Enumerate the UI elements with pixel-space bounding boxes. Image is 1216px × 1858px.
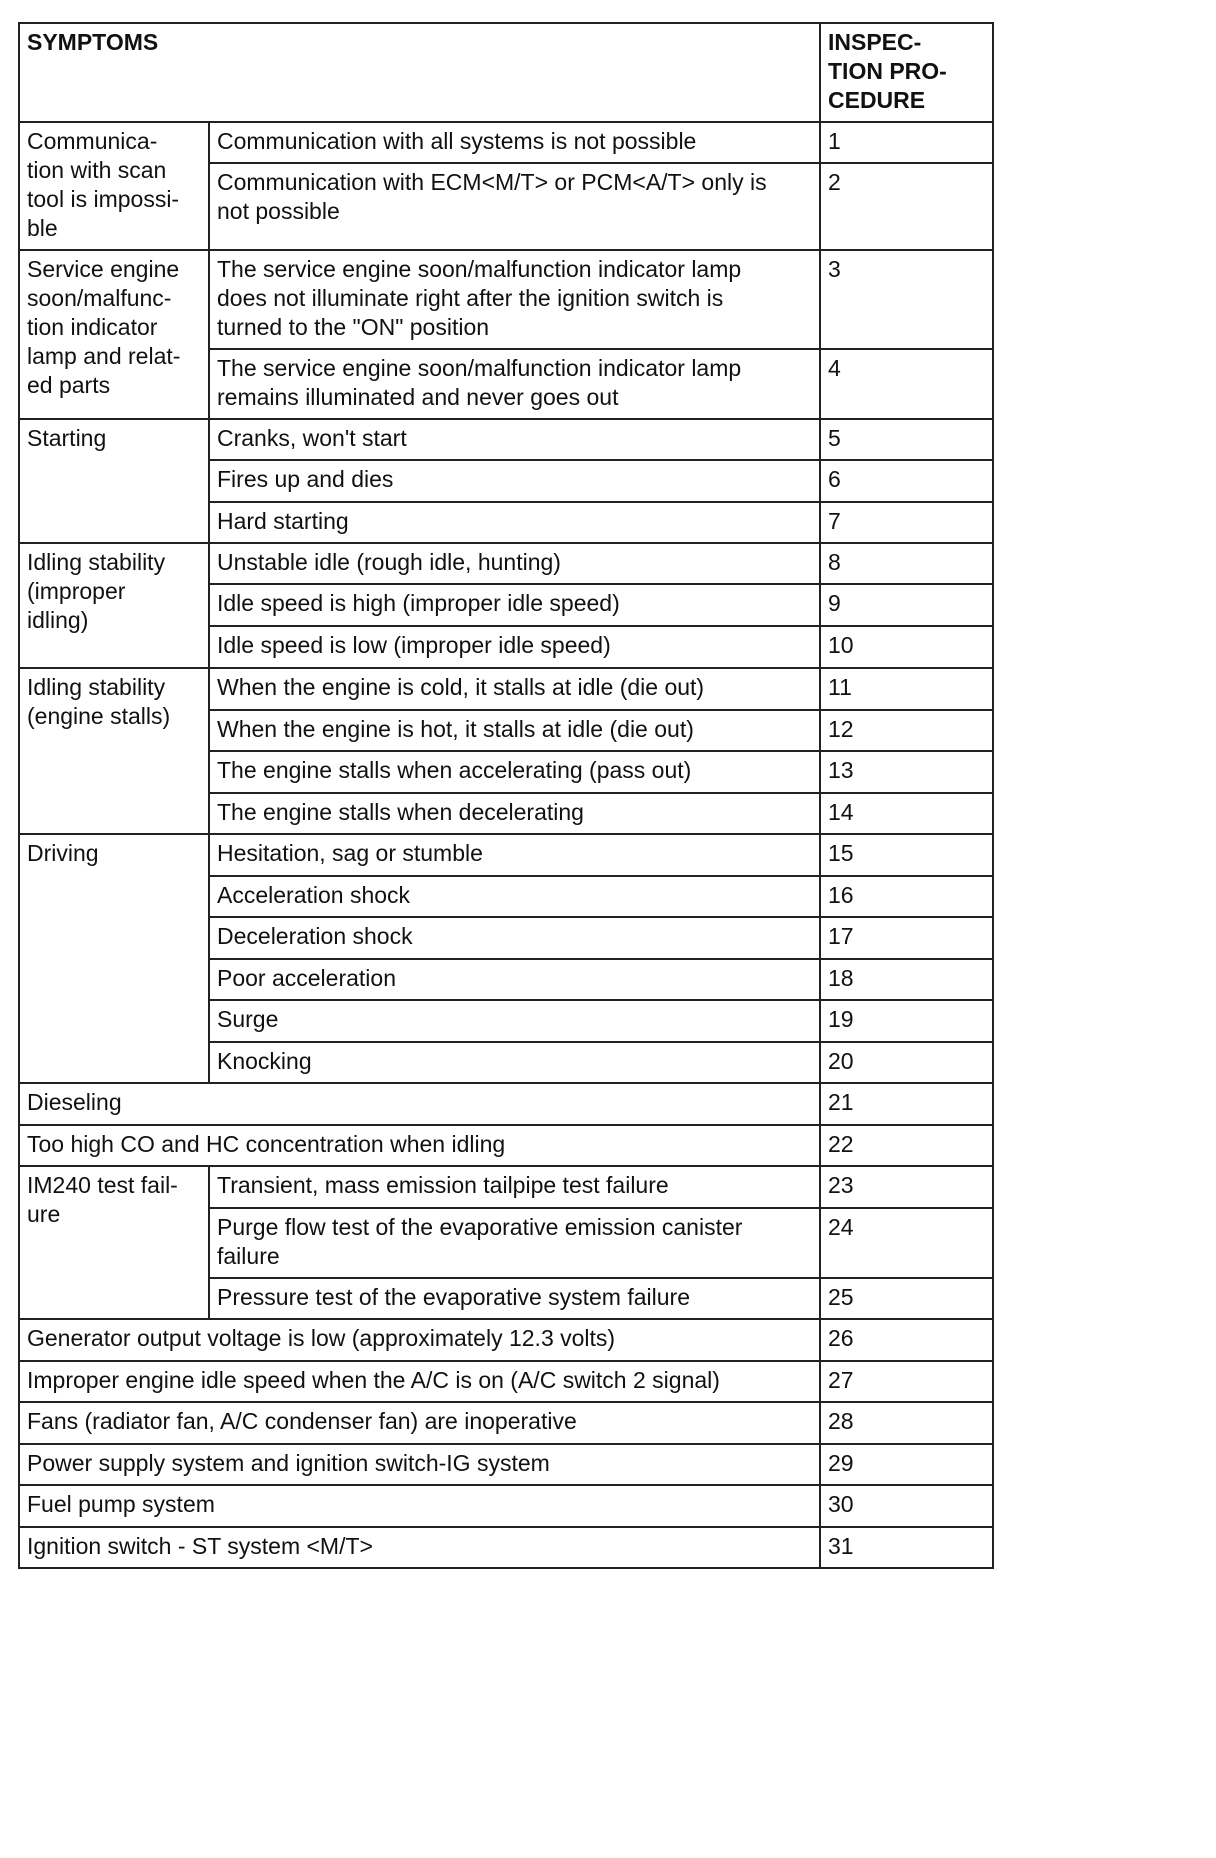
symptom-text: Improper engine idle speed when the A/C is on (A/C switch 2 signal) [19, 1361, 820, 1402]
procedure-number: 20 [820, 1042, 993, 1083]
symptom-detail: Knocking [209, 1042, 820, 1083]
procedure-header [820, 23, 993, 122]
procedure-number: 27 [820, 1361, 993, 1402]
procedure-number: 15 [820, 834, 993, 876]
symptom-detail: Hard starting [209, 502, 820, 543]
table-row [19, 1402, 993, 1444]
table-body [19, 122, 993, 1568]
procedure-number: 13 [820, 751, 993, 793]
table-row [19, 1485, 993, 1527]
procedure-number: 10 [820, 626, 993, 668]
table-row [19, 1444, 993, 1485]
symptom-detail: Cranks, won't start [209, 419, 820, 460]
symptom-detail: Surge [209, 1000, 820, 1042]
symptom-detail: Hesitation, sag or stumble [209, 834, 820, 876]
symptom-detail: Transient, mass emission tailpipe test failure [209, 1166, 820, 1208]
procedure-number: 24 [820, 1208, 993, 1278]
symptom-detail: Fires up and dies [209, 460, 820, 502]
procedure-number: 30 [820, 1485, 993, 1527]
procedure-number: 26 [820, 1319, 993, 1361]
table-row [19, 543, 993, 584]
procedure-number: 16 [820, 876, 993, 917]
symptom-detail: When the engine is hot, it stalls at idle (die out) [209, 710, 820, 751]
symptom-text: Dieseling [19, 1083, 820, 1125]
symptom-category: Driving [19, 834, 209, 1083]
procedure-number: 9 [820, 584, 993, 626]
table-row [19, 668, 993, 710]
procedure-number: 28 [820, 1402, 993, 1444]
symptom-category: Communica- tion with scan tool is impossi- ble [19, 122, 209, 250]
header-row [19, 23, 993, 122]
table-row [19, 419, 993, 460]
procedure-number: 31 [820, 1527, 993, 1568]
procedure-number: 25 [820, 1278, 993, 1319]
symptoms-header: SYMPTOMS [19, 23, 820, 122]
table-row [19, 250, 993, 349]
procedure-number: 29 [820, 1444, 993, 1485]
procedure-number: 2 [820, 163, 993, 250]
procedure-number: 12 [820, 710, 993, 751]
symptoms-table [18, 22, 994, 1569]
symptom-detail: Deceleration shock [209, 917, 820, 959]
table-row [19, 1319, 993, 1361]
symptom-detail: The service engine soon/malfunction indicator lamp does not illuminate right after the ignition switch is turned to the "ON" position [209, 250, 820, 349]
table-row [19, 1166, 993, 1208]
symptom-category: Idling stability (engine stalls) [19, 668, 209, 834]
symptom-detail: Purge flow test of the evaporative emission canister failure [209, 1208, 820, 1278]
symptom-detail: The engine stalls when accelerating (pass out) [209, 751, 820, 793]
symptom-category: Idling stability (improper idling) [19, 543, 209, 668]
symptom-detail: Pressure test of the evaporative system failure [209, 1278, 820, 1319]
symptom-text: Too high CO and HC concentration when idling [19, 1125, 820, 1166]
symptom-category: Service engine soon/malfunc- tion indicator lamp and relat- ed parts [19, 250, 209, 419]
table-row [19, 1083, 993, 1125]
symptom-detail: Acceleration shock [209, 876, 820, 917]
procedure-number: 7 [820, 502, 993, 543]
symptom-detail: The engine stalls when decelerating [209, 793, 820, 834]
procedure-number: 6 [820, 460, 993, 502]
symptom-detail: Communication with all systems is not possible [209, 122, 820, 163]
symptom-detail: Communication with ECM<M/T> or PCM<A/T> only is not possible [209, 163, 820, 250]
procedure-header-text: INSPEC- TION PRO- CEDURE [828, 29, 947, 113]
symptom-text: Ignition switch - ST system <M/T> [19, 1527, 820, 1568]
symptom-detail: Unstable idle (rough idle, hunting) [209, 543, 820, 584]
procedure-number: 5 [820, 419, 993, 460]
procedure-number: 22 [820, 1125, 993, 1166]
procedure-number: 3 [820, 250, 993, 349]
symptom-detail: The service engine soon/malfunction indicator lamp remains illuminated and never goes out [209, 349, 820, 419]
symptom-detail: Poor acceleration [209, 959, 820, 1000]
symptom-text: Fuel pump system [19, 1485, 820, 1527]
procedure-number: 18 [820, 959, 993, 1000]
procedure-number: 8 [820, 543, 993, 584]
procedure-number: 19 [820, 1000, 993, 1042]
table-row [19, 1125, 993, 1166]
symptom-category: Starting [19, 419, 209, 543]
table-row [19, 1361, 993, 1402]
table-row [19, 122, 993, 163]
procedure-number: 14 [820, 793, 993, 834]
table-row [19, 834, 993, 876]
procedure-number: 23 [820, 1166, 993, 1208]
table-row [19, 1527, 993, 1568]
symptom-text: Fans (radiator fan, A/C condenser fan) are inoperative [19, 1402, 820, 1444]
procedure-number: 4 [820, 349, 993, 419]
symptom-detail: Idle speed is low (improper idle speed) [209, 626, 820, 668]
symptom-detail: Idle speed is high (improper idle speed) [209, 584, 820, 626]
procedure-number: 17 [820, 917, 993, 959]
procedure-number: 11 [820, 668, 993, 710]
symptom-text: Power supply system and ignition switch-IG system [19, 1444, 820, 1485]
symptom-text: Generator output voltage is low (approximately 12.3 volts) [19, 1319, 820, 1361]
symptom-detail: When the engine is cold, it stalls at idle (die out) [209, 668, 820, 710]
procedure-number: 1 [820, 122, 993, 163]
symptom-category: IM240 test fail- ure [19, 1166, 209, 1319]
procedure-number: 21 [820, 1083, 993, 1125]
